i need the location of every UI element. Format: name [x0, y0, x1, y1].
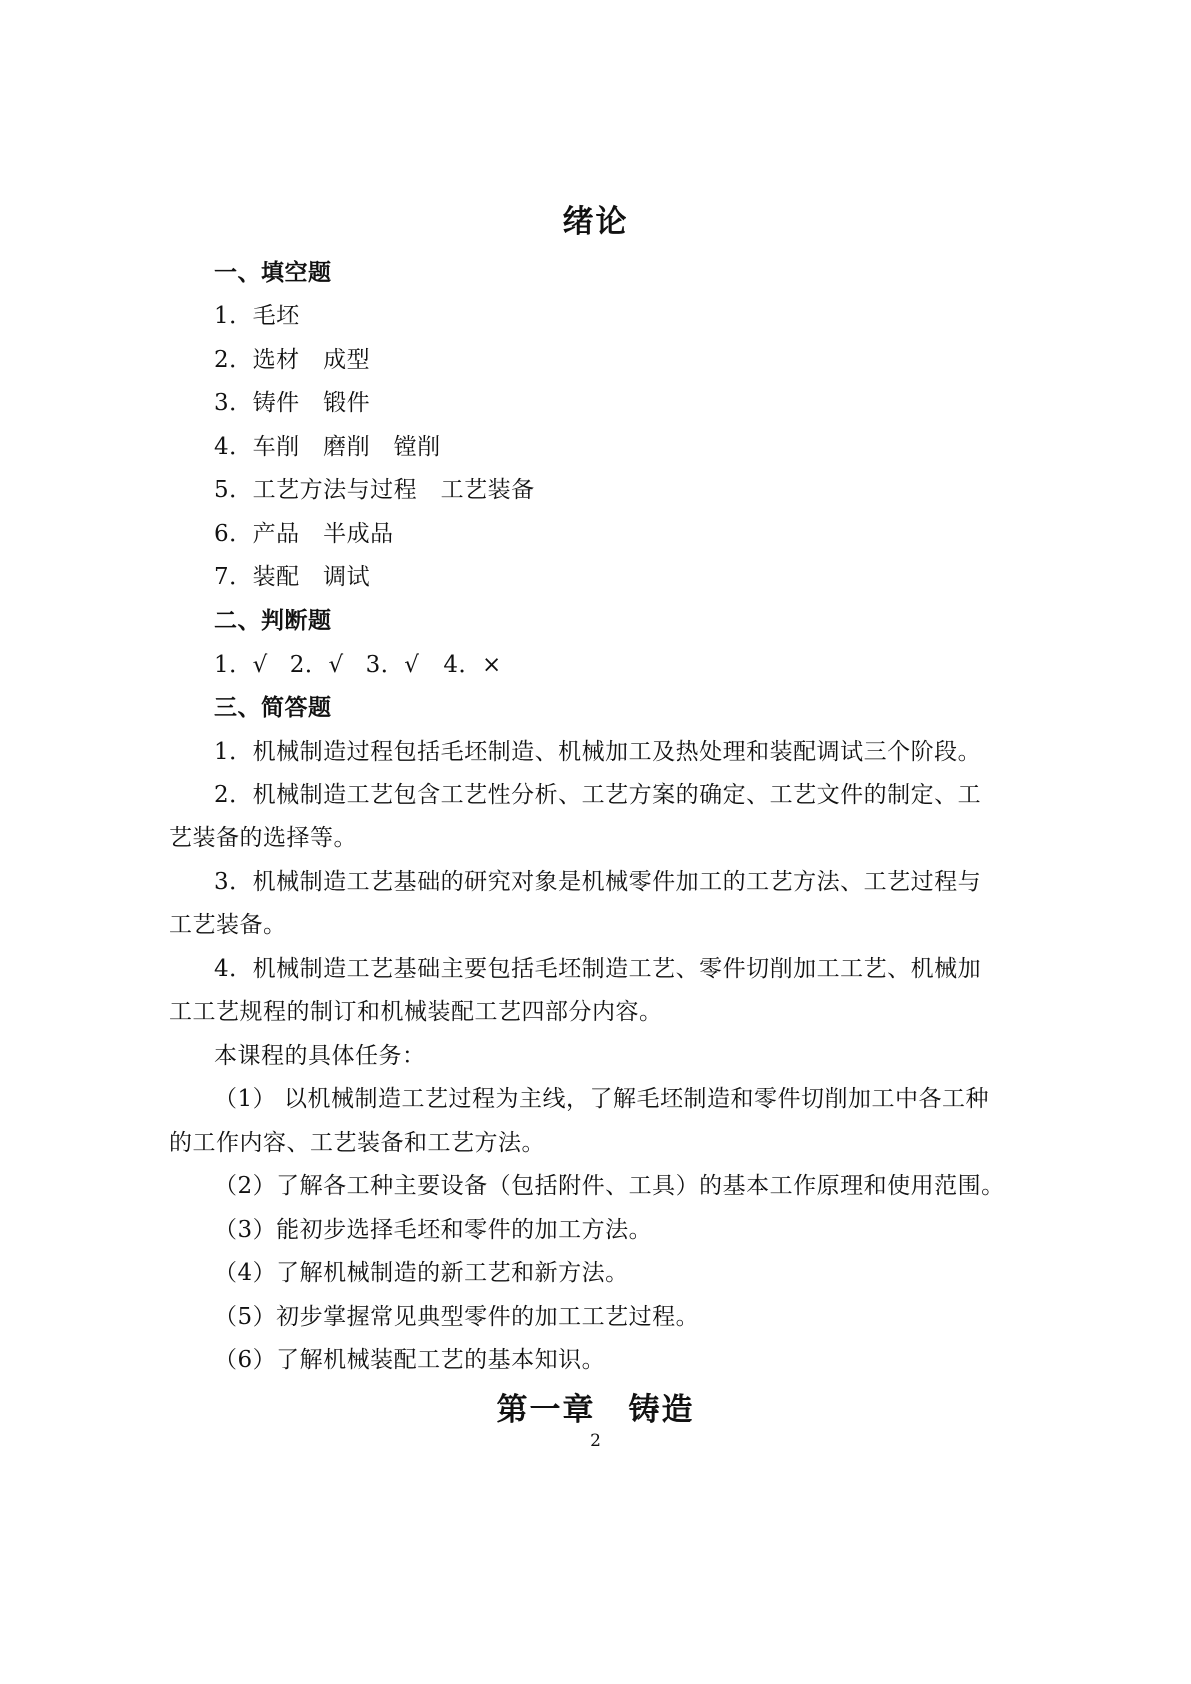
paragraph-line: 本课程的具体任务：	[214, 1043, 426, 1069]
paragraph-line: 艺装备的选择等。	[169, 825, 357, 851]
paragraph-line: 4．机械制造工艺基础主要包括毛坯制造工艺、零件切削加工工艺、机械加	[214, 956, 982, 982]
true-false-answers	[214, 650, 502, 680]
answer-number: 3．	[365, 652, 405, 678]
answer-number: 1．	[214, 652, 253, 678]
check-mark: √	[252, 652, 268, 678]
paragraph-line: （3）能初步选择毛坯和零件的加工方法。	[214, 1217, 653, 1243]
fill-blank-item: 5．工艺方法与过程 工艺装备	[214, 477, 535, 503]
fill-blank-item: 1．毛坯	[214, 303, 300, 329]
fill-blank-item: 6．产品 半成品	[214, 521, 394, 547]
paragraph-line: 2．机械制造工艺包含工艺性分析、工艺方案的确定、工艺文件的制定、工	[214, 782, 982, 808]
fill-blank-item: 4．车削 磨削 镗削	[214, 434, 441, 460]
section-heading-true-false: 二、判断题	[214, 607, 332, 634]
answer-number: 2．	[289, 652, 329, 678]
paragraph-line: （5）初步掌握常见典型零件的加工工艺过程。	[214, 1304, 700, 1330]
paragraph-line: （2）了解各工种主要设备（包括附件、工具）的基本工作原理和使用范围。	[214, 1173, 1005, 1199]
paragraph-line: 的工作内容、工艺装备和工艺方法。	[169, 1130, 545, 1156]
cross-mark: ×	[482, 652, 502, 678]
fill-blank-item: 3．铸件 锻件	[214, 390, 371, 416]
paragraph-line: 工艺装备。	[169, 912, 287, 938]
fill-blank-item: 7．装配 调试	[214, 564, 371, 590]
paragraph-line: （4）了解机械制造的新工艺和新方法。	[214, 1260, 629, 1286]
paragraph-line: （1） 以机械制造工艺过程为主线，了解毛坯制造和零件切削加工中各工种	[214, 1086, 989, 1112]
paragraph-line: （6）了解机械装配工艺的基本知识。	[214, 1347, 606, 1373]
section-heading-short-answer: 三、简答题	[214, 694, 332, 721]
check-mark: √	[328, 652, 344, 678]
section-heading-fill-blank: 一、填空题	[214, 259, 332, 286]
paragraph-line: 工工艺规程的制订和机械装配工艺四部分内容。	[169, 999, 663, 1025]
page-title: 绪论	[562, 204, 629, 240]
paragraph-line: 3．机械制造工艺基础的研究对象是机械零件加工的工艺方法、工艺过程与	[214, 869, 982, 895]
fill-blank-item: 2．选材 成型	[214, 347, 371, 373]
paragraph-line: 1．机械制造过程包括毛坯制造、机械加工及热处理和装配调试三个阶段。	[214, 739, 982, 765]
check-mark: √	[404, 652, 420, 678]
page-number: 2	[590, 1431, 601, 1451]
answer-number: 4．	[443, 652, 483, 678]
chapter-title: 第一章 铸造	[496, 1392, 695, 1428]
